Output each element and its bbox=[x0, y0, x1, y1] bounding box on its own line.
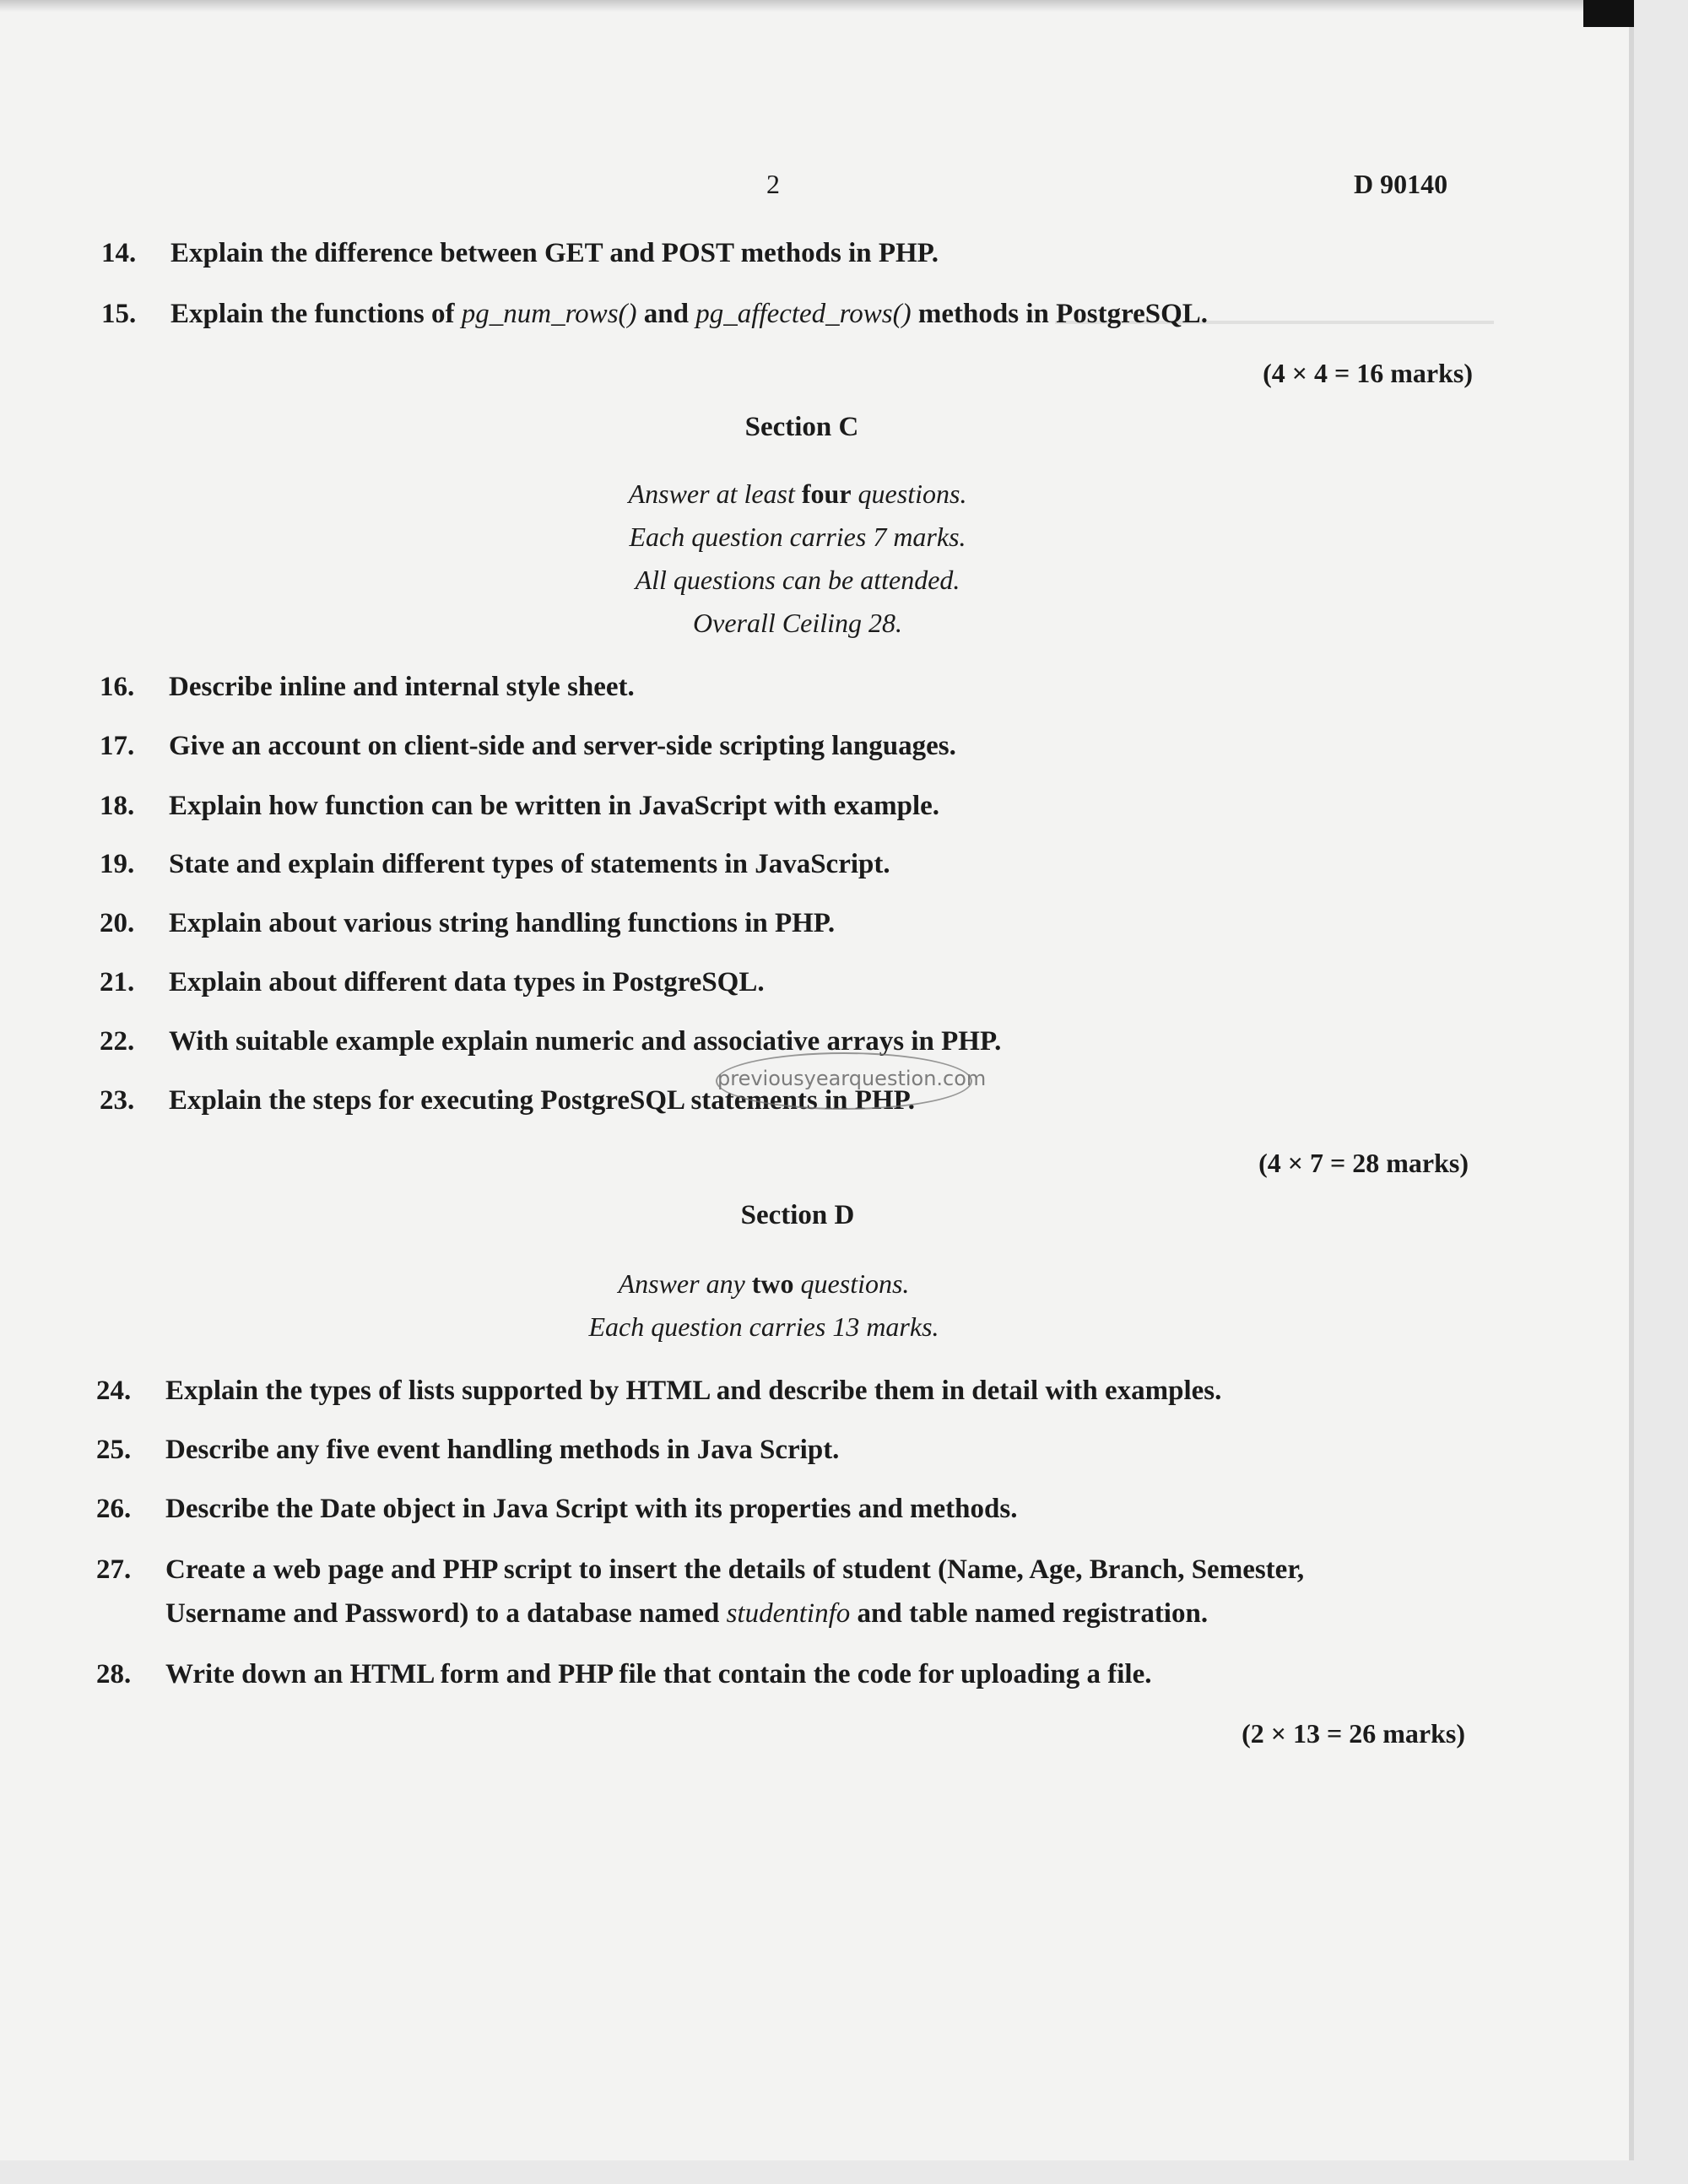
question-text: Describe inline and internal style sheet. bbox=[169, 672, 635, 702]
question-text: Explain the steps for executing PostgreSQL statements in PHP. bbox=[169, 1085, 915, 1116]
question-text: Describe the Date object in Java Script with its properties and methods. bbox=[165, 1494, 1018, 1524]
question-14 bbox=[101, 231, 1538, 275]
section-d-title: Section D bbox=[740, 1200, 855, 1230]
question-number: 15. bbox=[101, 299, 137, 329]
question-text: Explain about different data types in PostgreSQL. bbox=[169, 967, 765, 997]
section-c-instructions bbox=[0, 473, 1612, 645]
section-c-title: Section C bbox=[744, 412, 859, 442]
question-16 bbox=[100, 665, 1536, 709]
question-text: Explain the difference between GET and POST methods in PHP. bbox=[170, 238, 939, 268]
instruction-line: Each question carries 13 marks. bbox=[588, 1311, 939, 1342]
instruction-line: All questions can be attended. bbox=[635, 565, 960, 595]
question-text: Explain how function can be written in JavaScript with example. bbox=[169, 791, 940, 821]
question-text: State and explain different types of statements in JavaScript. bbox=[169, 849, 890, 879]
question-text: Create a web page and PHP script to insert the details of student (Name, Age, Branch, Semester, Username and Password) to a database named studentinfo and table named registration. bbox=[165, 1554, 1305, 1629]
question-text: Write down an HTML form and PHP file that contain the code for uploading a file. bbox=[165, 1659, 1152, 1689]
question-number: 20. bbox=[100, 908, 135, 938]
page-number: 2 bbox=[766, 169, 780, 199]
question-27 bbox=[96, 1548, 1533, 1635]
scan-edge-shadow bbox=[0, 0, 1629, 12]
question-number: 14. bbox=[101, 238, 137, 268]
question-number: 28. bbox=[96, 1659, 132, 1689]
question-text: Give an account on client-side and server-side scripting languages. bbox=[169, 731, 956, 761]
question-24 bbox=[96, 1369, 1533, 1413]
question-number: 17. bbox=[100, 731, 135, 761]
question-19 bbox=[100, 842, 1536, 886]
question-26 bbox=[96, 1487, 1533, 1531]
question-number: 18. bbox=[100, 791, 135, 821]
website-watermark-stamp: previousyearquestion.com bbox=[716, 1052, 972, 1110]
question-number: 19. bbox=[100, 849, 135, 879]
question-text: Explain about various string handling functions in PHP. bbox=[169, 908, 836, 938]
function-name: pg_affected_rows() bbox=[695, 299, 912, 329]
instruction-line: Overall Ceiling 28. bbox=[693, 608, 902, 638]
question-number: 23. bbox=[100, 1085, 135, 1116]
question-number: 21. bbox=[100, 967, 135, 997]
database-name: studentinfo bbox=[726, 1598, 851, 1629]
instruction-line: Answer any two questions. bbox=[618, 1268, 910, 1299]
question-number: 24. bbox=[96, 1376, 132, 1406]
instruction-line: Each question carries 7 marks. bbox=[629, 522, 966, 552]
instruction-line: Answer at least four questions. bbox=[628, 478, 967, 509]
section-c-marks: (4 × 7 = 28 marks) bbox=[1258, 1148, 1469, 1178]
section-d-instructions bbox=[0, 1262, 1578, 1349]
question-18 bbox=[100, 784, 1536, 828]
section-d-marks: (2 × 13 = 26 marks) bbox=[1242, 1718, 1465, 1749]
function-name: pg_num_rows() bbox=[461, 299, 637, 329]
question-number: 27. bbox=[96, 1554, 132, 1585]
question-text: Explain the types of lists supported by HTML and describe them in detail with examples. bbox=[165, 1376, 1222, 1406]
question-number: 26. bbox=[96, 1494, 132, 1524]
paper-code: D 90140 bbox=[1354, 169, 1448, 199]
scan-corner-mark bbox=[1583, 0, 1634, 27]
question-15 bbox=[101, 292, 1538, 336]
question-text: Explain the functions of pg_num_rows() and pg_affected_rows() methods in PostgreSQL. bbox=[170, 299, 1209, 329]
question-28 bbox=[96, 1652, 1533, 1696]
question-25 bbox=[96, 1428, 1533, 1472]
question-number: 16. bbox=[100, 672, 135, 702]
question-21 bbox=[100, 960, 1536, 1004]
question-text: Describe any five event handling methods in Java Script. bbox=[165, 1435, 840, 1465]
section-b-marks: (4 × 4 = 16 marks) bbox=[1263, 358, 1473, 388]
question-number: 25. bbox=[96, 1435, 132, 1465]
question-17 bbox=[100, 724, 1536, 768]
question-20 bbox=[100, 901, 1536, 945]
question-number: 22. bbox=[100, 1026, 135, 1057]
question-text: With suitable example explain numeric and associative arrays in PHP. bbox=[169, 1026, 1002, 1057]
